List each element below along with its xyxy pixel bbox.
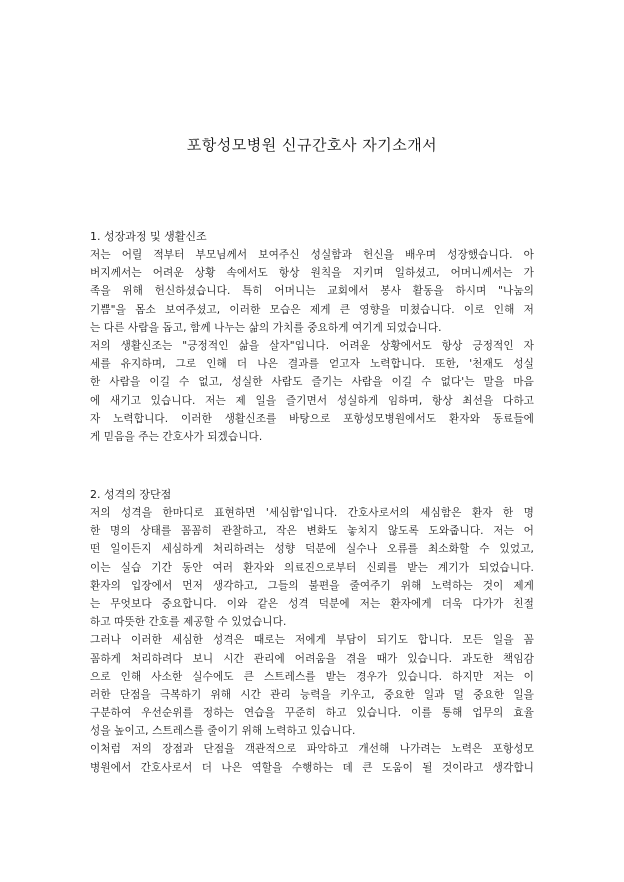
body-line: 저의 생활신조는 "긍정적인 삶을 살자"입니다. 어려운 상황에서도 항상 긍정적인 자 xyxy=(90,339,534,352)
body-line: 는 다른 사람을 돕고, 함께 나누는 삶의 가치를 중요하게 여기게 되었습니다. xyxy=(90,321,442,334)
body-line: 꼼하게 처리하려다 보니 시간 관리에 어려움을 겪을 때가 있습니다. 과도한 책임감 xyxy=(90,652,534,665)
body-line: 버지께서는 어려운 상황 속에서도 항상 원칙을 지키며 일하셨고, 어머니께서는 가 xyxy=(90,267,534,280)
section-heading: 1. 성장과정 및 생활신조 xyxy=(90,230,207,243)
body-line: 구분하여 우선순위를 정하는 연습을 꾸준히 하고 있습니다. 이를 통해 업무의 효율 xyxy=(90,707,534,720)
body-line: 저의 성격을 한마디로 표현하면 '세심함'입니다. 간호사로서의 세심함은 환자 한 명 xyxy=(90,507,534,519)
body-line: 한 명의 상태를 꼼꼼히 관찰하고, 작은 변화도 놓치지 않도록 도와줍니다. 저는 어 xyxy=(90,525,534,538)
body-line: 한 사람을 이길 수 없고, 성실한 사람도 즐기는 사람을 이길 수 없다'는 말을 마음 xyxy=(90,376,534,389)
body-line: 성을 높이고, 스트레스를 줄이기 위해 노력하고 있습니다. xyxy=(90,725,356,738)
body-line: 으로 인해 사소한 실수에도 큰 스트레스를 받는 경우가 있습니다. 하지만 저는 이 xyxy=(90,670,534,683)
section-heading: 2. 성격의 장단점 xyxy=(90,488,172,501)
body-line: 하고 따뜻한 간호를 제공할 수 있었습니다. xyxy=(90,616,287,629)
body-line: 게 믿음을 주는 간호사가 되겠습니다. xyxy=(90,430,263,443)
body-line: 에 새기고 있습니다. 저는 제 일을 즐기면서 성실하게 임하며, 항상 최선을 다하고 xyxy=(90,394,534,407)
body-line: 그러나 이러한 세심한 성격은 때로는 저에게 부담이 되기도 합니다. 모든 일을 꼼 xyxy=(90,634,534,647)
body-line: 떤 일이든지 세심하게 처리하려는 성향 덕분에 실수나 오류를 최소화할 수 있었고, xyxy=(90,543,534,556)
document-title: 포항성모병원 신규간호사 자기소개서 xyxy=(186,136,438,154)
body-line: 이처럼 저의 장점과 단점을 객관적으로 파악하고 개선해 나가려는 노력은 포항성모 xyxy=(90,743,534,756)
body-line: 족을 위해 헌신하셨습니다. 특히 어머니는 교회에서 봉사 활동을 하시며 "나눔의 xyxy=(90,285,534,298)
body-line: 는 무엇보다 중요합니다. 이와 같은 성격 덕분에 저는 환자에게 더욱 다가가 친절 xyxy=(90,597,534,610)
body-line: 이는 실습 기간 동안 여러 환자와 의료진으로부터 신뢰를 받는 계기가 되었습니다. xyxy=(90,561,534,574)
body-line: 저는 어릴 적부터 부모님께서 보여주신 성실함과 헌신을 배우며 성장했습니다. 아 xyxy=(90,249,534,261)
body-line: 러한 단점을 극복하기 위해 시간 관리 능력을 키우고, 중요한 일과 덜 중요한 일을 xyxy=(90,688,534,701)
section-growth-and-motto xyxy=(90,228,534,446)
body-line: 자 노력합니다. 이러한 생활신조를 바탕으로 포항성모병원에서도 환자와 동료들에 xyxy=(90,412,534,425)
body-line: 병원에서 간호사로서 더 나은 역할을 수행하는 데 큰 도움이 될 것이라고 생각합니 xyxy=(90,761,534,774)
body-line: 환자의 입장에서 먼저 생각하고, 그들의 불편을 줄여주기 위해 노력하는 것이 제게 xyxy=(90,579,534,592)
section-strengths-weaknesses xyxy=(90,486,534,777)
body-line: 세를 유지하며, 그로 인해 더 나은 결과를 얻고자 노력합니다. 또한, '천재도 성실 xyxy=(90,358,534,371)
body-line: 기쁨"을 몸소 보여주셨고, 이러한 모습은 제게 큰 영향을 미쳤습니다. 이로 인해 저 xyxy=(90,303,534,316)
